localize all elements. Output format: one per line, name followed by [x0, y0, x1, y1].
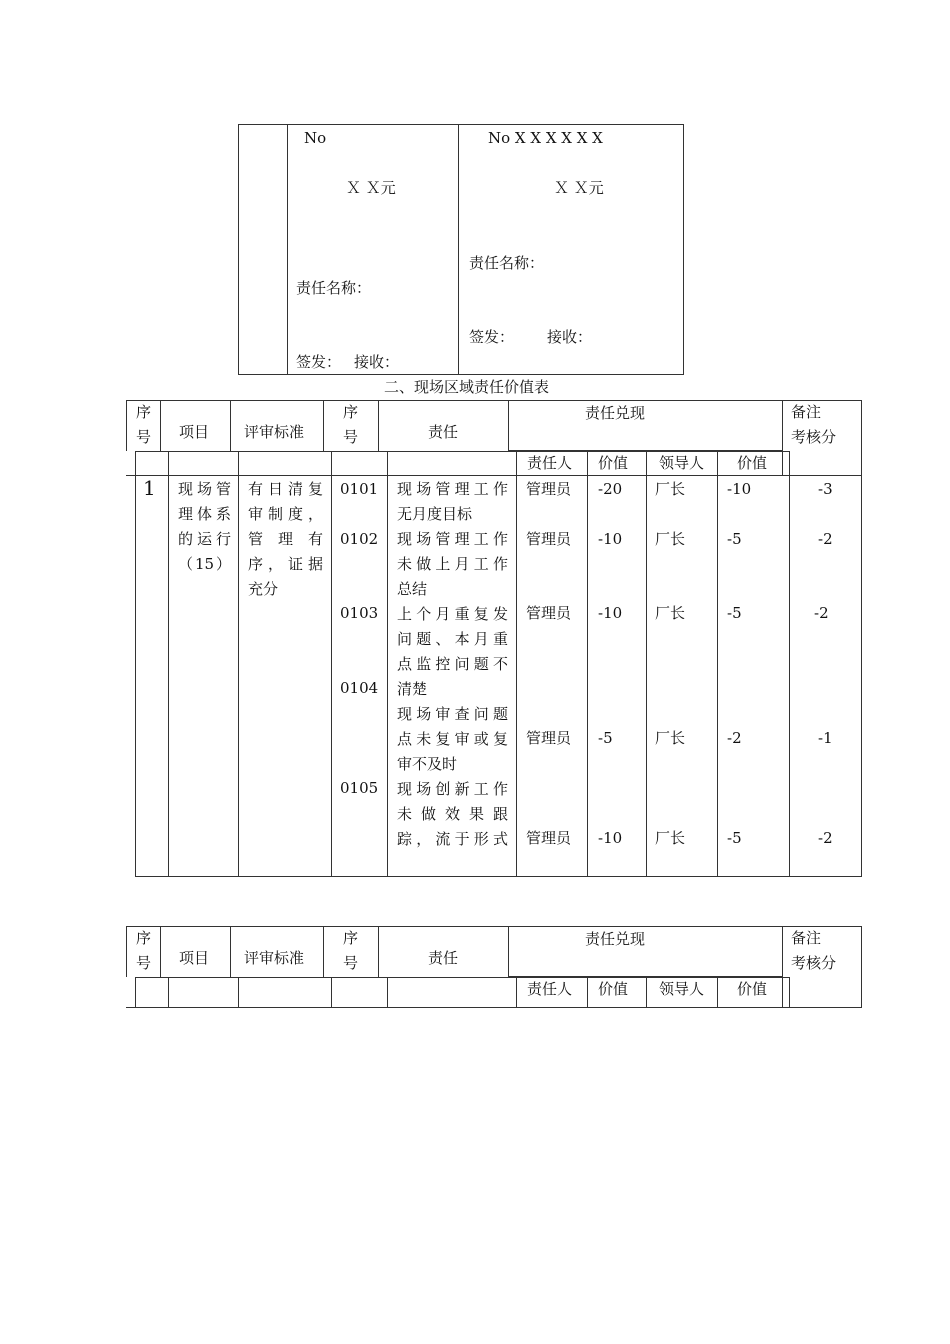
- group-criteria: 有日清复 审制度， 管 理 有 序，证据 充分: [248, 480, 323, 598]
- code-cell: 0103: [340, 604, 379, 622]
- header-responsibility: 责任: [428, 949, 459, 967]
- code-cell: 0104: [340, 679, 379, 697]
- header-fulfillment: 责任兑现: [585, 404, 646, 422]
- voucher-left-resp-name: 责任名称：: [296, 279, 372, 297]
- group-seq: 1: [143, 476, 156, 500]
- voucher-left-receive: 接收：: [354, 353, 400, 371]
- header-code: 序 号: [343, 403, 359, 446]
- header-value: 价值: [598, 454, 629, 472]
- header-criteria: 评审标准: [244, 949, 305, 967]
- responsibility-text: 现场管理工作 无月度目标 现场管理工作 未做上月工作 总结 上个月重复发 问题、本月重 点监控问题不 清楚 现场审查问题 点未复审或复 审不及时 现场创新工作 未 做 效 果 跟 踪，流于形式: [397, 480, 508, 848]
- header-value: 价值: [598, 980, 629, 998]
- header-person: 责任人: [527, 980, 573, 998]
- header-seq: 序 号: [136, 929, 152, 972]
- header-responsibility: 责任: [428, 423, 459, 441]
- header-item: 项目: [179, 423, 210, 441]
- code-cell: 0105: [340, 779, 379, 797]
- header-remark: 备注 考核分: [791, 929, 837, 972]
- header-fulfillment: 责任兑现: [585, 930, 646, 948]
- voucher-left-issue: 签发：: [296, 353, 342, 371]
- table-title: 二、现场区域责任价值表: [384, 378, 550, 396]
- code-cell: 0101: [340, 480, 379, 498]
- voucher-right-amount: Ｘ Ｘ元: [554, 179, 604, 197]
- voucher-right-no: No X X X X X X: [488, 129, 603, 147]
- header-person: 责任人: [527, 454, 573, 472]
- voucher-left-no: No: [304, 129, 327, 147]
- header-item: 项目: [179, 949, 210, 967]
- code-cell: 0102: [340, 530, 379, 548]
- voucher-right-issue: 签发：: [469, 328, 515, 346]
- header-remark: 备注 考核分: [791, 403, 837, 446]
- header-code: 序 号: [343, 929, 359, 972]
- voucher-right-resp-name: 责任名称：: [469, 254, 545, 272]
- voucher-left-amount: Ｘ Ｘ元: [346, 179, 396, 197]
- header-seq: 序 号: [136, 403, 152, 446]
- group-item: 现场管 理体系 的运行 （15）: [178, 480, 231, 573]
- header-value2: 价值: [737, 980, 768, 998]
- header-leader: 领导人: [659, 454, 705, 472]
- header-value2: 价值: [737, 454, 768, 472]
- header-leader: 领导人: [659, 980, 705, 998]
- voucher-right-receive: 接收：: [547, 328, 593, 346]
- header-criteria: 评审标准: [244, 423, 305, 441]
